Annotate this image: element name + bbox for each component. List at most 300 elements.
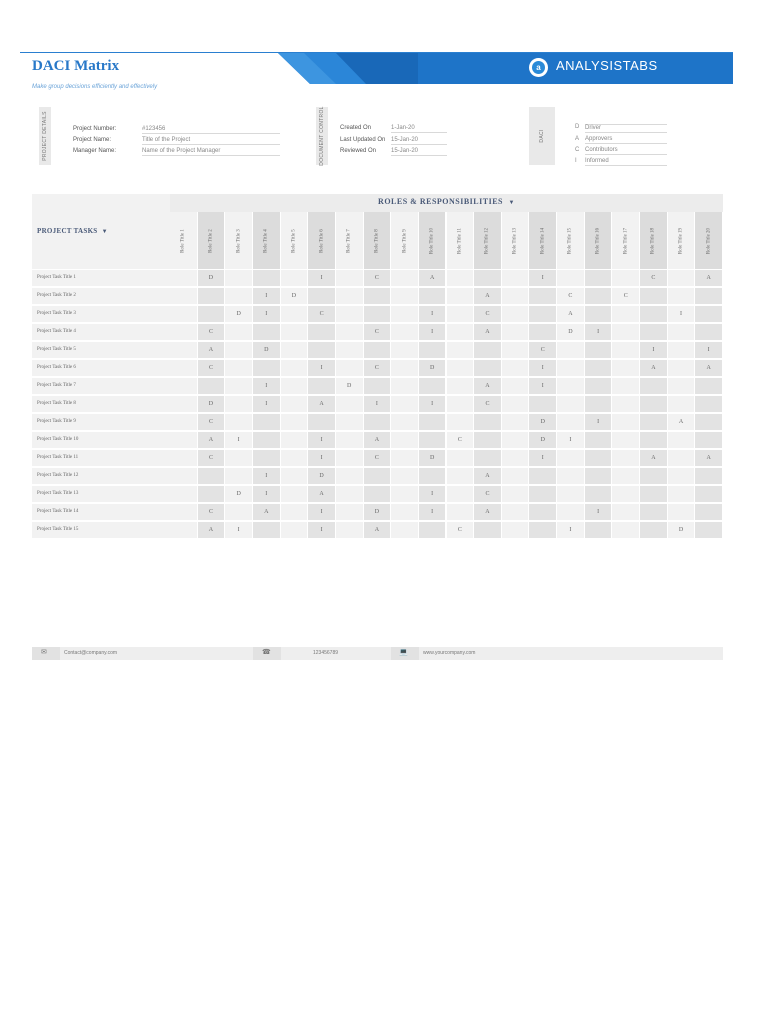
matrix-cell[interactable] xyxy=(502,522,529,538)
matrix-cell[interactable] xyxy=(474,450,501,466)
matrix-cell[interactable] xyxy=(225,342,252,358)
matrix-cell[interactable] xyxy=(447,414,474,430)
matrix-cell[interactable] xyxy=(695,486,722,502)
matrix-cell[interactable]: A xyxy=(364,522,391,538)
matrix-cell[interactable]: D xyxy=(225,486,252,502)
matrix-cell[interactable] xyxy=(391,450,418,466)
matrix-cell[interactable] xyxy=(529,468,556,484)
matrix-cell[interactable] xyxy=(447,468,474,484)
matrix-cell[interactable] xyxy=(668,504,695,520)
matrix-cell[interactable] xyxy=(170,288,197,304)
matrix-cell[interactable]: C xyxy=(529,342,556,358)
matrix-cell[interactable]: A xyxy=(474,504,501,520)
matrix-cell[interactable] xyxy=(612,522,639,538)
matrix-cell[interactable]: I xyxy=(225,432,252,448)
matrix-cell[interactable] xyxy=(253,432,280,448)
matrix-cell[interactable] xyxy=(170,486,197,502)
matrix-cell[interactable] xyxy=(474,432,501,448)
project-number-field[interactable]: #123456 xyxy=(142,126,280,134)
matrix-cell[interactable]: C xyxy=(198,450,225,466)
matrix-cell[interactable]: A xyxy=(557,306,584,322)
matrix-cell[interactable] xyxy=(447,270,474,286)
matrix-cell[interactable]: D xyxy=(529,432,556,448)
matrix-cell[interactable] xyxy=(695,432,722,448)
matrix-cell[interactable]: I xyxy=(253,306,280,322)
matrix-cell[interactable] xyxy=(364,378,391,394)
footer-email[interactable]: Contact@company.com xyxy=(64,650,118,656)
matrix-cell[interactable] xyxy=(391,378,418,394)
matrix-cell[interactable] xyxy=(557,504,584,520)
matrix-cell[interactable] xyxy=(336,360,363,376)
matrix-cell[interactable]: I xyxy=(308,270,335,286)
matrix-cell[interactable] xyxy=(281,450,308,466)
matrix-cell[interactable] xyxy=(502,414,529,430)
matrix-cell[interactable]: I xyxy=(529,270,556,286)
matrix-cell[interactable] xyxy=(640,432,667,448)
matrix-cell[interactable] xyxy=(170,450,197,466)
matrix-cell[interactable]: I xyxy=(585,324,612,340)
matrix-cell[interactable] xyxy=(612,360,639,376)
matrix-cell[interactable] xyxy=(557,468,584,484)
matrix-cell[interactable] xyxy=(502,396,529,412)
matrix-cell[interactable]: I xyxy=(585,504,612,520)
matrix-cell[interactable] xyxy=(308,324,335,340)
matrix-cell[interactable] xyxy=(557,378,584,394)
matrix-cell[interactable] xyxy=(170,324,197,340)
matrix-cell[interactable]: I xyxy=(640,342,667,358)
matrix-cell[interactable] xyxy=(695,324,722,340)
matrix-cell[interactable] xyxy=(419,432,446,448)
matrix-cell[interactable] xyxy=(336,342,363,358)
matrix-cell[interactable]: I xyxy=(225,522,252,538)
matrix-cell[interactable] xyxy=(585,450,612,466)
matrix-cell[interactable] xyxy=(529,486,556,502)
matrix-cell[interactable] xyxy=(557,414,584,430)
matrix-cell[interactable]: A xyxy=(695,450,722,466)
matrix-cell[interactable] xyxy=(474,360,501,376)
matrix-cell[interactable] xyxy=(391,414,418,430)
matrix-cell[interactable] xyxy=(502,378,529,394)
matrix-cell[interactable] xyxy=(640,486,667,502)
matrix-cell[interactable] xyxy=(419,414,446,430)
matrix-cell[interactable] xyxy=(668,468,695,484)
matrix-cell[interactable]: D xyxy=(419,360,446,376)
matrix-cell[interactable] xyxy=(668,360,695,376)
matrix-cell[interactable] xyxy=(170,396,197,412)
matrix-cell[interactable] xyxy=(308,288,335,304)
matrix-cell[interactable]: I xyxy=(308,450,335,466)
matrix-cell[interactable] xyxy=(225,450,252,466)
matrix-cell[interactable]: C xyxy=(364,270,391,286)
matrix-cell[interactable] xyxy=(391,270,418,286)
manager-name-field[interactable]: Name of the Project Manager xyxy=(142,148,280,156)
matrix-cell[interactable]: I xyxy=(364,396,391,412)
matrix-cell[interactable] xyxy=(695,504,722,520)
matrix-cell[interactable] xyxy=(502,324,529,340)
matrix-cell[interactable]: I xyxy=(695,342,722,358)
matrix-cell[interactable]: D xyxy=(198,270,225,286)
matrix-cell[interactable]: D xyxy=(198,396,225,412)
matrix-cell[interactable] xyxy=(612,450,639,466)
matrix-cell[interactable] xyxy=(170,432,197,448)
matrix-cell[interactable]: I xyxy=(419,486,446,502)
matrix-cell[interactable] xyxy=(447,306,474,322)
matrix-cell[interactable] xyxy=(612,432,639,448)
matrix-cell[interactable] xyxy=(502,432,529,448)
matrix-cell[interactable]: C xyxy=(198,360,225,376)
matrix-cell[interactable] xyxy=(170,522,197,538)
matrix-cell[interactable]: I xyxy=(253,396,280,412)
matrix-cell[interactable]: C xyxy=(640,270,667,286)
matrix-cell[interactable]: C xyxy=(557,288,584,304)
matrix-cell[interactable] xyxy=(502,270,529,286)
matrix-cell[interactable]: C xyxy=(612,288,639,304)
matrix-cell[interactable] xyxy=(612,270,639,286)
matrix-cell[interactable] xyxy=(170,468,197,484)
matrix-cell[interactable] xyxy=(336,522,363,538)
matrix-cell[interactable]: C xyxy=(364,360,391,376)
matrix-cell[interactable] xyxy=(447,288,474,304)
matrix-cell[interactable] xyxy=(612,306,639,322)
matrix-cell[interactable] xyxy=(585,288,612,304)
matrix-cell[interactable] xyxy=(502,504,529,520)
matrix-cell[interactable] xyxy=(336,288,363,304)
matrix-cell[interactable] xyxy=(336,504,363,520)
matrix-cell[interactable]: D xyxy=(557,324,584,340)
matrix-cell[interactable]: C xyxy=(308,306,335,322)
matrix-cell[interactable] xyxy=(391,432,418,448)
matrix-cell[interactable] xyxy=(612,486,639,502)
matrix-cell[interactable] xyxy=(640,324,667,340)
matrix-cell[interactable] xyxy=(336,270,363,286)
matrix-cell[interactable]: I xyxy=(253,468,280,484)
matrix-cell[interactable]: C xyxy=(364,450,391,466)
matrix-cell[interactable] xyxy=(336,486,363,502)
matrix-cell[interactable] xyxy=(225,396,252,412)
matrix-cell[interactable] xyxy=(198,288,225,304)
matrix-cell[interactable] xyxy=(281,504,308,520)
matrix-cell[interactable]: A xyxy=(308,486,335,502)
matrix-cell[interactable] xyxy=(640,378,667,394)
matrix-cell[interactable] xyxy=(502,468,529,484)
matrix-cell[interactable] xyxy=(612,468,639,484)
matrix-cell[interactable] xyxy=(502,450,529,466)
matrix-cell[interactable] xyxy=(281,414,308,430)
matrix-cell[interactable] xyxy=(281,432,308,448)
matrix-cell[interactable] xyxy=(612,378,639,394)
matrix-cell[interactable]: C xyxy=(198,504,225,520)
matrix-cell[interactable] xyxy=(585,522,612,538)
matrix-cell[interactable] xyxy=(529,306,556,322)
matrix-cell[interactable]: D xyxy=(253,342,280,358)
matrix-cell[interactable] xyxy=(198,306,225,322)
matrix-cell[interactable]: I xyxy=(557,522,584,538)
matrix-cell[interactable]: A xyxy=(640,360,667,376)
matrix-cell[interactable]: I xyxy=(557,432,584,448)
matrix-cell[interactable] xyxy=(170,270,197,286)
matrix-cell[interactable] xyxy=(668,270,695,286)
matrix-cell[interactable] xyxy=(419,288,446,304)
matrix-cell[interactable] xyxy=(447,360,474,376)
footer-website[interactable]: www.yourcompany.com xyxy=(423,650,476,656)
matrix-cell[interactable] xyxy=(695,378,722,394)
matrix-cell[interactable] xyxy=(585,432,612,448)
matrix-cell[interactable]: A xyxy=(198,342,225,358)
matrix-cell[interactable]: A xyxy=(474,288,501,304)
matrix-cell[interactable] xyxy=(557,450,584,466)
matrix-cell[interactable] xyxy=(281,270,308,286)
matrix-cell[interactable]: I xyxy=(529,378,556,394)
matrix-cell[interactable] xyxy=(612,504,639,520)
matrix-cell[interactable] xyxy=(668,396,695,412)
matrix-cell[interactable]: D xyxy=(281,288,308,304)
matrix-cell[interactable] xyxy=(474,270,501,286)
matrix-cell[interactable] xyxy=(640,414,667,430)
matrix-cell[interactable] xyxy=(225,324,252,340)
matrix-cell[interactable] xyxy=(364,306,391,322)
matrix-cell[interactable]: A xyxy=(474,468,501,484)
matrix-cell[interactable] xyxy=(170,504,197,520)
matrix-cell[interactable] xyxy=(585,306,612,322)
matrix-cell[interactable] xyxy=(364,288,391,304)
matrix-cell[interactable] xyxy=(612,342,639,358)
matrix-cell[interactable] xyxy=(253,414,280,430)
matrix-cell[interactable]: A xyxy=(474,378,501,394)
matrix-cell[interactable] xyxy=(308,414,335,430)
matrix-cell[interactable] xyxy=(253,522,280,538)
matrix-cell[interactable] xyxy=(668,288,695,304)
matrix-cell[interactable] xyxy=(557,396,584,412)
matrix-cell[interactable] xyxy=(336,432,363,448)
matrix-cell[interactable]: A xyxy=(419,270,446,286)
matrix-cell[interactable]: D xyxy=(225,306,252,322)
matrix-cell[interactable] xyxy=(447,486,474,502)
matrix-cell[interactable]: I xyxy=(668,306,695,322)
matrix-cell[interactable] xyxy=(253,324,280,340)
matrix-cell[interactable] xyxy=(225,468,252,484)
matrix-cell[interactable] xyxy=(281,468,308,484)
matrix-cell[interactable]: A xyxy=(198,522,225,538)
matrix-cell[interactable] xyxy=(281,396,308,412)
matrix-cell[interactable] xyxy=(419,522,446,538)
matrix-cell[interactable]: A xyxy=(695,360,722,376)
matrix-cell[interactable] xyxy=(447,324,474,340)
matrix-cell[interactable]: D xyxy=(668,522,695,538)
project-name-field[interactable]: Title of the Project xyxy=(142,137,280,145)
matrix-cell[interactable]: A xyxy=(668,414,695,430)
matrix-cell[interactable]: I xyxy=(308,360,335,376)
matrix-cell[interactable] xyxy=(281,360,308,376)
matrix-cell[interactable]: C xyxy=(447,432,474,448)
matrix-cell[interactable] xyxy=(170,306,197,322)
matrix-cell[interactable] xyxy=(640,504,667,520)
matrix-cell[interactable]: A xyxy=(474,324,501,340)
matrix-cell[interactable] xyxy=(529,288,556,304)
matrix-cell[interactable]: I xyxy=(419,324,446,340)
last-updated-field[interactable]: 15-Jan-20 xyxy=(391,137,447,145)
matrix-cell[interactable] xyxy=(668,450,695,466)
matrix-cell[interactable] xyxy=(391,396,418,412)
matrix-cell[interactable] xyxy=(529,396,556,412)
matrix-cell[interactable] xyxy=(640,468,667,484)
matrix-cell[interactable] xyxy=(391,288,418,304)
matrix-cell[interactable] xyxy=(170,414,197,430)
matrix-cell[interactable] xyxy=(336,468,363,484)
matrix-cell[interactable]: I xyxy=(529,450,556,466)
matrix-cell[interactable]: C xyxy=(364,324,391,340)
matrix-cell[interactable] xyxy=(447,342,474,358)
matrix-cell[interactable] xyxy=(391,486,418,502)
matrix-cell[interactable]: I xyxy=(529,360,556,376)
matrix-cell[interactable] xyxy=(529,324,556,340)
matrix-cell[interactable] xyxy=(447,450,474,466)
roles-filter-dropdown-icon[interactable]: ▼ xyxy=(508,200,515,206)
matrix-cell[interactable] xyxy=(502,306,529,322)
matrix-cell[interactable] xyxy=(612,414,639,430)
matrix-cell[interactable]: I xyxy=(308,504,335,520)
matrix-cell[interactable] xyxy=(336,450,363,466)
matrix-cell[interactable] xyxy=(585,468,612,484)
matrix-cell[interactable] xyxy=(585,486,612,502)
matrix-cell[interactable] xyxy=(529,504,556,520)
matrix-cell[interactable] xyxy=(585,396,612,412)
matrix-cell[interactable] xyxy=(308,378,335,394)
matrix-cell[interactable] xyxy=(170,342,197,358)
matrix-cell[interactable]: C xyxy=(198,324,225,340)
matrix-cell[interactable]: A xyxy=(308,396,335,412)
matrix-cell[interactable]: C xyxy=(474,486,501,502)
reviewed-on-field[interactable]: 15-Jan-20 xyxy=(391,148,447,156)
matrix-cell[interactable] xyxy=(253,360,280,376)
matrix-cell[interactable]: I xyxy=(253,288,280,304)
matrix-cell[interactable] xyxy=(225,378,252,394)
matrix-cell[interactable] xyxy=(695,288,722,304)
matrix-cell[interactable]: D xyxy=(308,468,335,484)
matrix-cell[interactable] xyxy=(585,270,612,286)
matrix-cell[interactable] xyxy=(695,396,722,412)
matrix-cell[interactable] xyxy=(668,378,695,394)
matrix-cell[interactable] xyxy=(391,468,418,484)
matrix-cell[interactable]: A xyxy=(364,432,391,448)
matrix-cell[interactable] xyxy=(391,360,418,376)
matrix-cell[interactable] xyxy=(474,522,501,538)
matrix-cell[interactable] xyxy=(695,522,722,538)
matrix-cell[interactable] xyxy=(640,522,667,538)
matrix-cell[interactable]: A xyxy=(253,504,280,520)
matrix-cell[interactable] xyxy=(225,270,252,286)
matrix-cell[interactable] xyxy=(198,486,225,502)
matrix-cell[interactable] xyxy=(281,306,308,322)
matrix-cell[interactable] xyxy=(281,486,308,502)
matrix-cell[interactable] xyxy=(391,504,418,520)
matrix-cell[interactable]: C xyxy=(474,396,501,412)
matrix-cell[interactable] xyxy=(364,414,391,430)
matrix-cell[interactable] xyxy=(391,342,418,358)
matrix-cell[interactable] xyxy=(640,396,667,412)
matrix-cell[interactable] xyxy=(225,360,252,376)
roles-header[interactable] xyxy=(170,197,723,206)
matrix-cell[interactable] xyxy=(447,396,474,412)
matrix-cell[interactable]: I xyxy=(419,306,446,322)
matrix-cell[interactable] xyxy=(419,342,446,358)
matrix-cell[interactable] xyxy=(336,324,363,340)
matrix-cell[interactable] xyxy=(695,306,722,322)
matrix-cell[interactable]: A xyxy=(695,270,722,286)
matrix-cell[interactable] xyxy=(557,360,584,376)
tasks-filter-dropdown-icon[interactable]: ▼ xyxy=(101,229,108,235)
matrix-cell[interactable]: D xyxy=(336,378,363,394)
matrix-cell[interactable] xyxy=(668,432,695,448)
matrix-cell[interactable] xyxy=(474,414,501,430)
matrix-cell[interactable]: I xyxy=(253,486,280,502)
matrix-cell[interactable] xyxy=(225,504,252,520)
matrix-cell[interactable] xyxy=(336,396,363,412)
matrix-cell[interactable] xyxy=(281,378,308,394)
matrix-cell[interactable] xyxy=(364,468,391,484)
matrix-cell[interactable] xyxy=(585,360,612,376)
matrix-cell[interactable] xyxy=(695,414,722,430)
matrix-cell[interactable] xyxy=(198,378,225,394)
matrix-cell[interactable] xyxy=(170,360,197,376)
matrix-cell[interactable] xyxy=(585,378,612,394)
matrix-cell[interactable] xyxy=(364,486,391,502)
matrix-cell[interactable] xyxy=(557,270,584,286)
matrix-cell[interactable]: I xyxy=(585,414,612,430)
matrix-cell[interactable] xyxy=(502,486,529,502)
matrix-cell[interactable] xyxy=(391,306,418,322)
matrix-cell[interactable] xyxy=(419,378,446,394)
matrix-cell[interactable] xyxy=(225,288,252,304)
matrix-cell[interactable] xyxy=(364,342,391,358)
matrix-cell[interactable] xyxy=(640,306,667,322)
matrix-cell[interactable] xyxy=(502,360,529,376)
matrix-cell[interactable] xyxy=(474,342,501,358)
matrix-cell[interactable] xyxy=(612,324,639,340)
matrix-cell[interactable]: C xyxy=(447,522,474,538)
matrix-cell[interactable] xyxy=(557,342,584,358)
matrix-cell[interactable] xyxy=(668,324,695,340)
matrix-cell[interactable]: I xyxy=(419,396,446,412)
matrix-cell[interactable] xyxy=(447,504,474,520)
matrix-cell[interactable] xyxy=(336,306,363,322)
matrix-cell[interactable] xyxy=(529,522,556,538)
matrix-cell[interactable] xyxy=(225,414,252,430)
matrix-cell[interactable] xyxy=(253,450,280,466)
matrix-cell[interactable] xyxy=(198,468,225,484)
matrix-cell[interactable] xyxy=(308,342,335,358)
matrix-cell[interactable]: C xyxy=(474,306,501,322)
matrix-cell[interactable] xyxy=(281,522,308,538)
matrix-cell[interactable] xyxy=(557,486,584,502)
matrix-cell[interactable]: I xyxy=(253,378,280,394)
matrix-cell[interactable]: I xyxy=(308,432,335,448)
matrix-cell[interactable] xyxy=(281,342,308,358)
matrix-cell[interactable] xyxy=(695,468,722,484)
matrix-cell[interactable] xyxy=(640,288,667,304)
matrix-cell[interactable] xyxy=(447,378,474,394)
matrix-cell[interactable]: C xyxy=(198,414,225,430)
created-on-field[interactable]: 1-Jan-20 xyxy=(391,125,447,133)
matrix-cell[interactable]: D xyxy=(529,414,556,430)
matrix-cell[interactable]: D xyxy=(364,504,391,520)
matrix-cell[interactable] xyxy=(668,486,695,502)
matrix-cell[interactable] xyxy=(419,468,446,484)
matrix-cell[interactable]: D xyxy=(419,450,446,466)
matrix-cell[interactable]: I xyxy=(308,522,335,538)
matrix-cell[interactable] xyxy=(502,288,529,304)
matrix-cell[interactable] xyxy=(170,378,197,394)
matrix-cell[interactable] xyxy=(502,342,529,358)
